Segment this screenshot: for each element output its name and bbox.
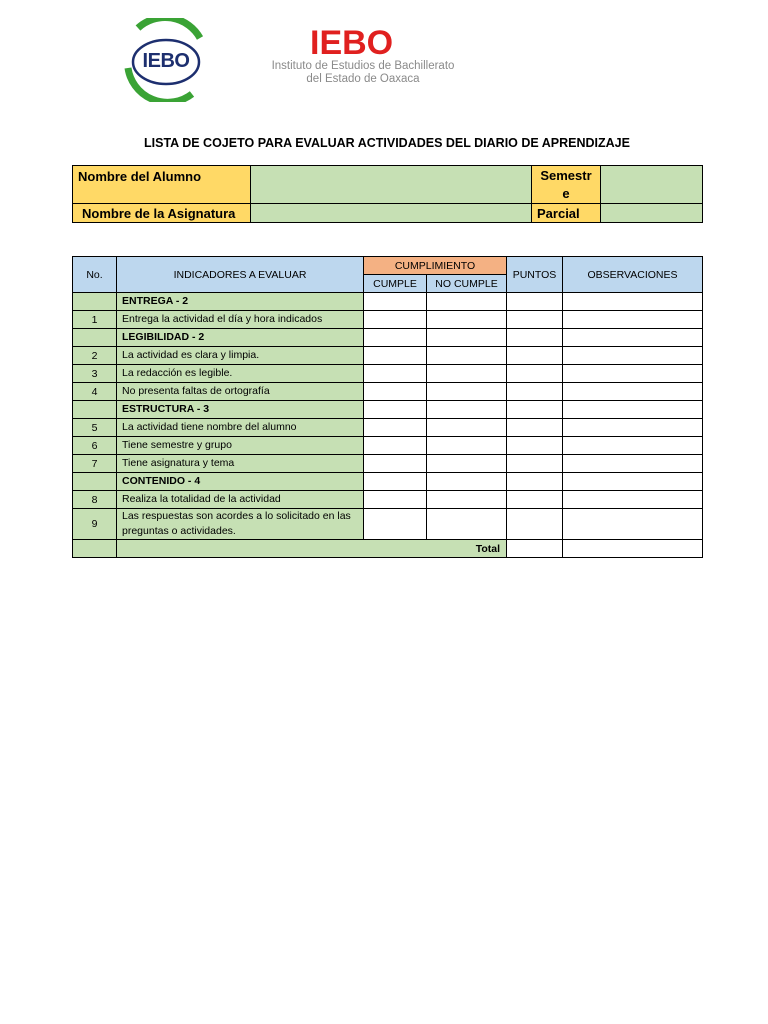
row-number: 4 bbox=[73, 383, 117, 401]
points-cell[interactable] bbox=[507, 383, 563, 401]
cumple-cell[interactable] bbox=[364, 455, 427, 473]
observations-cell[interactable] bbox=[563, 491, 703, 509]
section-row bbox=[73, 329, 703, 347]
brand-subtitle-line-2: del Estado de Oaxaca bbox=[306, 73, 420, 85]
cumple-cell[interactable] bbox=[364, 311, 427, 329]
semester-label bbox=[532, 166, 601, 204]
indicator-row bbox=[73, 509, 703, 540]
row-number bbox=[73, 401, 117, 419]
header-indicators: INDICADORES A EVALUAR bbox=[117, 257, 364, 293]
indicator-row bbox=[73, 365, 703, 383]
no-cumple-cell[interactable] bbox=[427, 383, 507, 401]
evaluation-table bbox=[72, 256, 703, 558]
subject-label: Nombre de la Asignatura bbox=[73, 204, 251, 223]
no-cumple-cell[interactable] bbox=[427, 455, 507, 473]
semester-label-line-2: e bbox=[562, 185, 570, 201]
partial-field[interactable] bbox=[601, 204, 703, 223]
points-cell[interactable] bbox=[507, 437, 563, 455]
cumple-cell[interactable] bbox=[364, 383, 427, 401]
indicator-row bbox=[73, 491, 703, 509]
row-number bbox=[73, 473, 117, 491]
observations-cell[interactable] bbox=[563, 365, 703, 383]
row-number: 3 bbox=[73, 365, 117, 383]
row-number: 8 bbox=[73, 491, 117, 509]
observations-cell[interactable] bbox=[563, 509, 703, 540]
header-compliance: CUMPLIMIENTO bbox=[364, 257, 507, 275]
brand-title: IEBO bbox=[310, 24, 394, 62]
row-number: 7 bbox=[73, 455, 117, 473]
indicator-text: Tiene asignatura y tema bbox=[117, 455, 364, 473]
brand-subtitle-line-1: Instituto de Estudios de Bachillerato bbox=[271, 60, 455, 72]
cumple-cell[interactable] bbox=[364, 491, 427, 509]
cumple-cell[interactable] bbox=[364, 509, 427, 540]
cumple-cell[interactable] bbox=[364, 293, 427, 311]
points-cell[interactable] bbox=[507, 311, 563, 329]
indicator-row bbox=[73, 419, 703, 437]
evaluation-rows bbox=[73, 293, 703, 540]
header-points: PUNTOS bbox=[507, 257, 563, 293]
cumple-cell[interactable] bbox=[364, 365, 427, 383]
observations-cell[interactable] bbox=[563, 329, 703, 347]
no-cumple-cell[interactable] bbox=[427, 293, 507, 311]
page-title: LISTA DE COJETO PARA EVALUAR ACTIVIDADES DEL DIARIO DE APRENDIZAJE bbox=[144, 136, 630, 150]
points-cell[interactable] bbox=[507, 473, 563, 491]
points-cell[interactable] bbox=[507, 365, 563, 383]
observations-cell[interactable] bbox=[563, 437, 703, 455]
no-cumple-cell[interactable] bbox=[427, 419, 507, 437]
cumple-cell[interactable] bbox=[364, 419, 427, 437]
cumple-cell[interactable] bbox=[364, 437, 427, 455]
indicator-text: Tiene semestre y grupo bbox=[117, 437, 364, 455]
indicator-row bbox=[73, 311, 703, 329]
no-cumple-cell[interactable] bbox=[427, 311, 507, 329]
student-info-table bbox=[72, 165, 703, 223]
observations-cell[interactable] bbox=[563, 383, 703, 401]
header-observations: OBSERVACIONES bbox=[563, 257, 703, 293]
row-number: 5 bbox=[73, 419, 117, 437]
indicator-text: No presenta faltas de ortografía bbox=[117, 383, 364, 401]
no-cumple-cell[interactable] bbox=[427, 329, 507, 347]
no-cumple-cell[interactable] bbox=[427, 347, 507, 365]
header-logos bbox=[120, 18, 490, 102]
total-points-cell[interactable] bbox=[507, 540, 563, 558]
observations-cell[interactable] bbox=[563, 347, 703, 365]
no-cumple-cell[interactable] bbox=[427, 473, 507, 491]
observations-cell[interactable] bbox=[563, 419, 703, 437]
no-cumple-cell[interactable] bbox=[427, 509, 507, 540]
indicator-text: La actividad es clara y limpia. bbox=[117, 347, 364, 365]
points-cell[interactable] bbox=[507, 491, 563, 509]
cumple-cell[interactable] bbox=[364, 329, 427, 347]
section-row bbox=[73, 401, 703, 419]
points-cell[interactable] bbox=[507, 419, 563, 437]
student-name-label: Nombre del Alumno bbox=[73, 166, 251, 204]
indicator-text: Realiza la totalidad de la actividad bbox=[117, 491, 364, 509]
cumple-cell[interactable] bbox=[364, 347, 427, 365]
no-cumple-cell[interactable] bbox=[427, 437, 507, 455]
indicator-text: La actividad tiene nombre del alumno bbox=[117, 419, 364, 437]
no-cumple-cell[interactable] bbox=[427, 401, 507, 419]
header-cumple: CUMPLE bbox=[364, 275, 427, 293]
observations-cell[interactable] bbox=[563, 401, 703, 419]
brand-subtitle bbox=[248, 60, 478, 86]
section-row bbox=[73, 293, 703, 311]
cumple-cell[interactable] bbox=[364, 473, 427, 491]
cumple-cell[interactable] bbox=[364, 401, 427, 419]
section-title: ENTREGA - 2 bbox=[117, 293, 364, 311]
header-no: No. bbox=[73, 257, 117, 293]
indicator-row bbox=[73, 347, 703, 365]
points-cell[interactable] bbox=[507, 293, 563, 311]
no-cumple-cell[interactable] bbox=[427, 365, 507, 383]
indicator-text: La redacción es legible. bbox=[117, 365, 364, 383]
partial-label: Parcial bbox=[532, 204, 601, 223]
header-no-cumple: NO CUMPLE bbox=[427, 275, 507, 293]
total-label: Total bbox=[117, 540, 507, 558]
row-number bbox=[73, 293, 117, 311]
points-cell[interactable] bbox=[507, 509, 563, 540]
row-number: 2 bbox=[73, 347, 117, 365]
row-number bbox=[73, 329, 117, 347]
points-cell[interactable] bbox=[507, 401, 563, 419]
indicator-text: Entrega la actividad el día y hora indicados bbox=[117, 311, 364, 329]
points-cell[interactable] bbox=[507, 329, 563, 347]
row-number: 9 bbox=[73, 509, 117, 540]
indicator-row bbox=[73, 437, 703, 455]
indicator-row bbox=[73, 383, 703, 401]
section-title: ESTRUCTURA - 3 bbox=[117, 401, 364, 419]
section-title: LEGIBILIDAD - 2 bbox=[117, 329, 364, 347]
subject-field[interactable] bbox=[251, 204, 532, 223]
section-row bbox=[73, 473, 703, 491]
row-number: 6 bbox=[73, 437, 117, 455]
row-number: 1 bbox=[73, 311, 117, 329]
total-row-blank bbox=[73, 540, 117, 558]
observations-cell[interactable] bbox=[563, 473, 703, 491]
points-cell[interactable] bbox=[507, 455, 563, 473]
observations-cell[interactable] bbox=[563, 293, 703, 311]
indicator-text: Las respuestas son acordes a lo solicitado en las preguntas o actividades. bbox=[117, 509, 364, 540]
section-title: CONTENIDO - 4 bbox=[117, 473, 364, 491]
semester-field[interactable] bbox=[601, 166, 703, 204]
semester-label-line-1: Semestr bbox=[540, 167, 592, 183]
student-name-field[interactable] bbox=[251, 166, 532, 204]
observations-cell[interactable] bbox=[563, 311, 703, 329]
indicator-row bbox=[73, 455, 703, 473]
logo-circle-text: IEBO bbox=[142, 50, 190, 72]
points-cell[interactable] bbox=[507, 347, 563, 365]
no-cumple-cell[interactable] bbox=[427, 491, 507, 509]
observations-cell[interactable] bbox=[563, 455, 703, 473]
total-observations-cell[interactable] bbox=[563, 540, 703, 558]
